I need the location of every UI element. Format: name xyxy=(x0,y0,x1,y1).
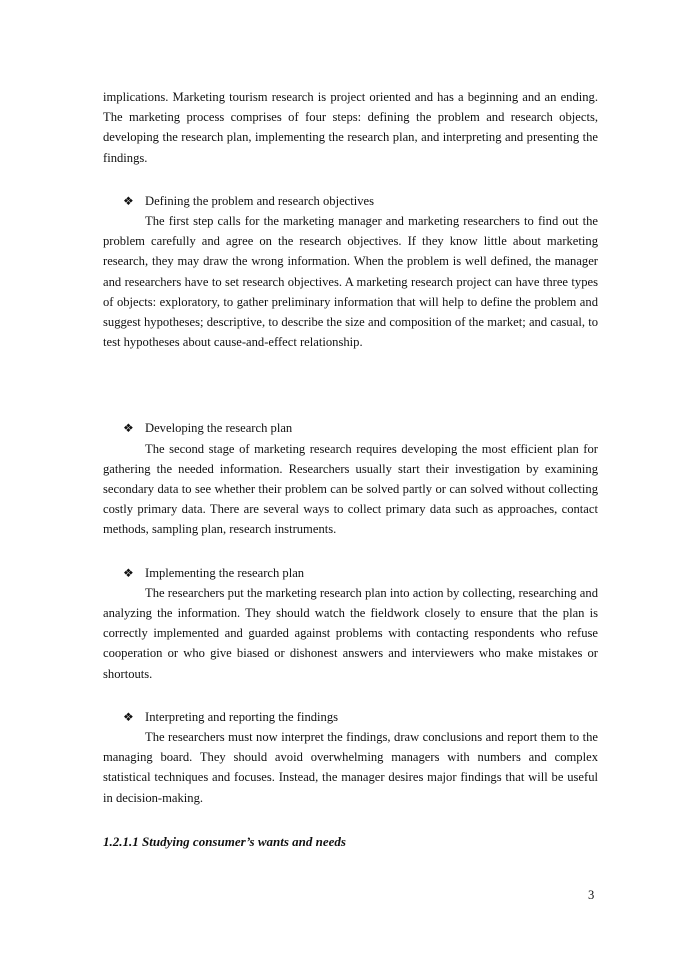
section-developing-plan xyxy=(103,418,598,539)
section-body: The first step calls for the marketing manager and marketing researchers to find out the problem carefully and agree on the research objectives. If they know little about marketing research, they may draw the wrong information. When the problem is well defined, the manager and researchers have to set research objectives. A marketing research project can have three types of objects: exploratory, to gather preliminary information that will help to define the problem and suggest hypotheses; descriptive, to describe the size and composition of the market; and casual, to test hypotheses about cause-and-effect relationship. xyxy=(103,214,598,350)
section-implementing-plan xyxy=(103,563,598,684)
section-heading: Implementing the research plan xyxy=(145,565,305,580)
section-body: The researchers must now interpret the findings, draw conclusions and report them to the managing board. They should avoid overwhelming managers with numbers and complex statistical techniques and focuses. Instead, the manager desires major findings that will be useful in decision-making. xyxy=(103,730,598,805)
section-body: The researchers put the marketing research plan into action by collecting, researching and analyzing the information. They should watch the fieldwork closely to ensure that the plan is correctly implemented and guarded against problems with contacting respondents who refuse cooperation or who give biased or dishonest answers and interviewers who make mistakes or shortouts. xyxy=(103,585,598,681)
page-number: 3 xyxy=(588,888,595,902)
section-body: The second stage of marketing research requires developing the most efficient plan for gathering the needed information. Researchers usually start their investigation by examining secondary data to see whether their problem can be solved partly or can solved without collecting costly primary data. There are several ways to collect primary data such as approaches, contact methods, sampling plan, research instruments. xyxy=(103,441,598,537)
section-heading: Interpreting and reporting the findings xyxy=(145,709,339,724)
diamond-bullet-icon: ❖ xyxy=(123,565,134,580)
section-heading: Developing the research plan xyxy=(145,421,293,436)
diamond-bullet-icon: ❖ xyxy=(123,421,134,436)
diamond-bullet-icon: ❖ xyxy=(123,709,134,724)
section-defining-problem xyxy=(103,191,598,353)
section-interpreting-findings xyxy=(103,707,598,808)
subsection-heading: 1.2.1.1 Studying consumer’s wants and needs xyxy=(103,833,346,849)
diamond-bullet-icon: ❖ xyxy=(123,193,134,208)
intro-paragraph: implications. Marketing tourism research is project oriented and has a beginning and an ending. The marketing process comprises of four steps: defining the problem and research objects, developing the research plan, implementing the research plan, and interpreting and presenting the findings. xyxy=(103,90,598,165)
section-heading: Defining the problem and research objectives xyxy=(145,193,375,208)
page-content xyxy=(103,87,598,852)
